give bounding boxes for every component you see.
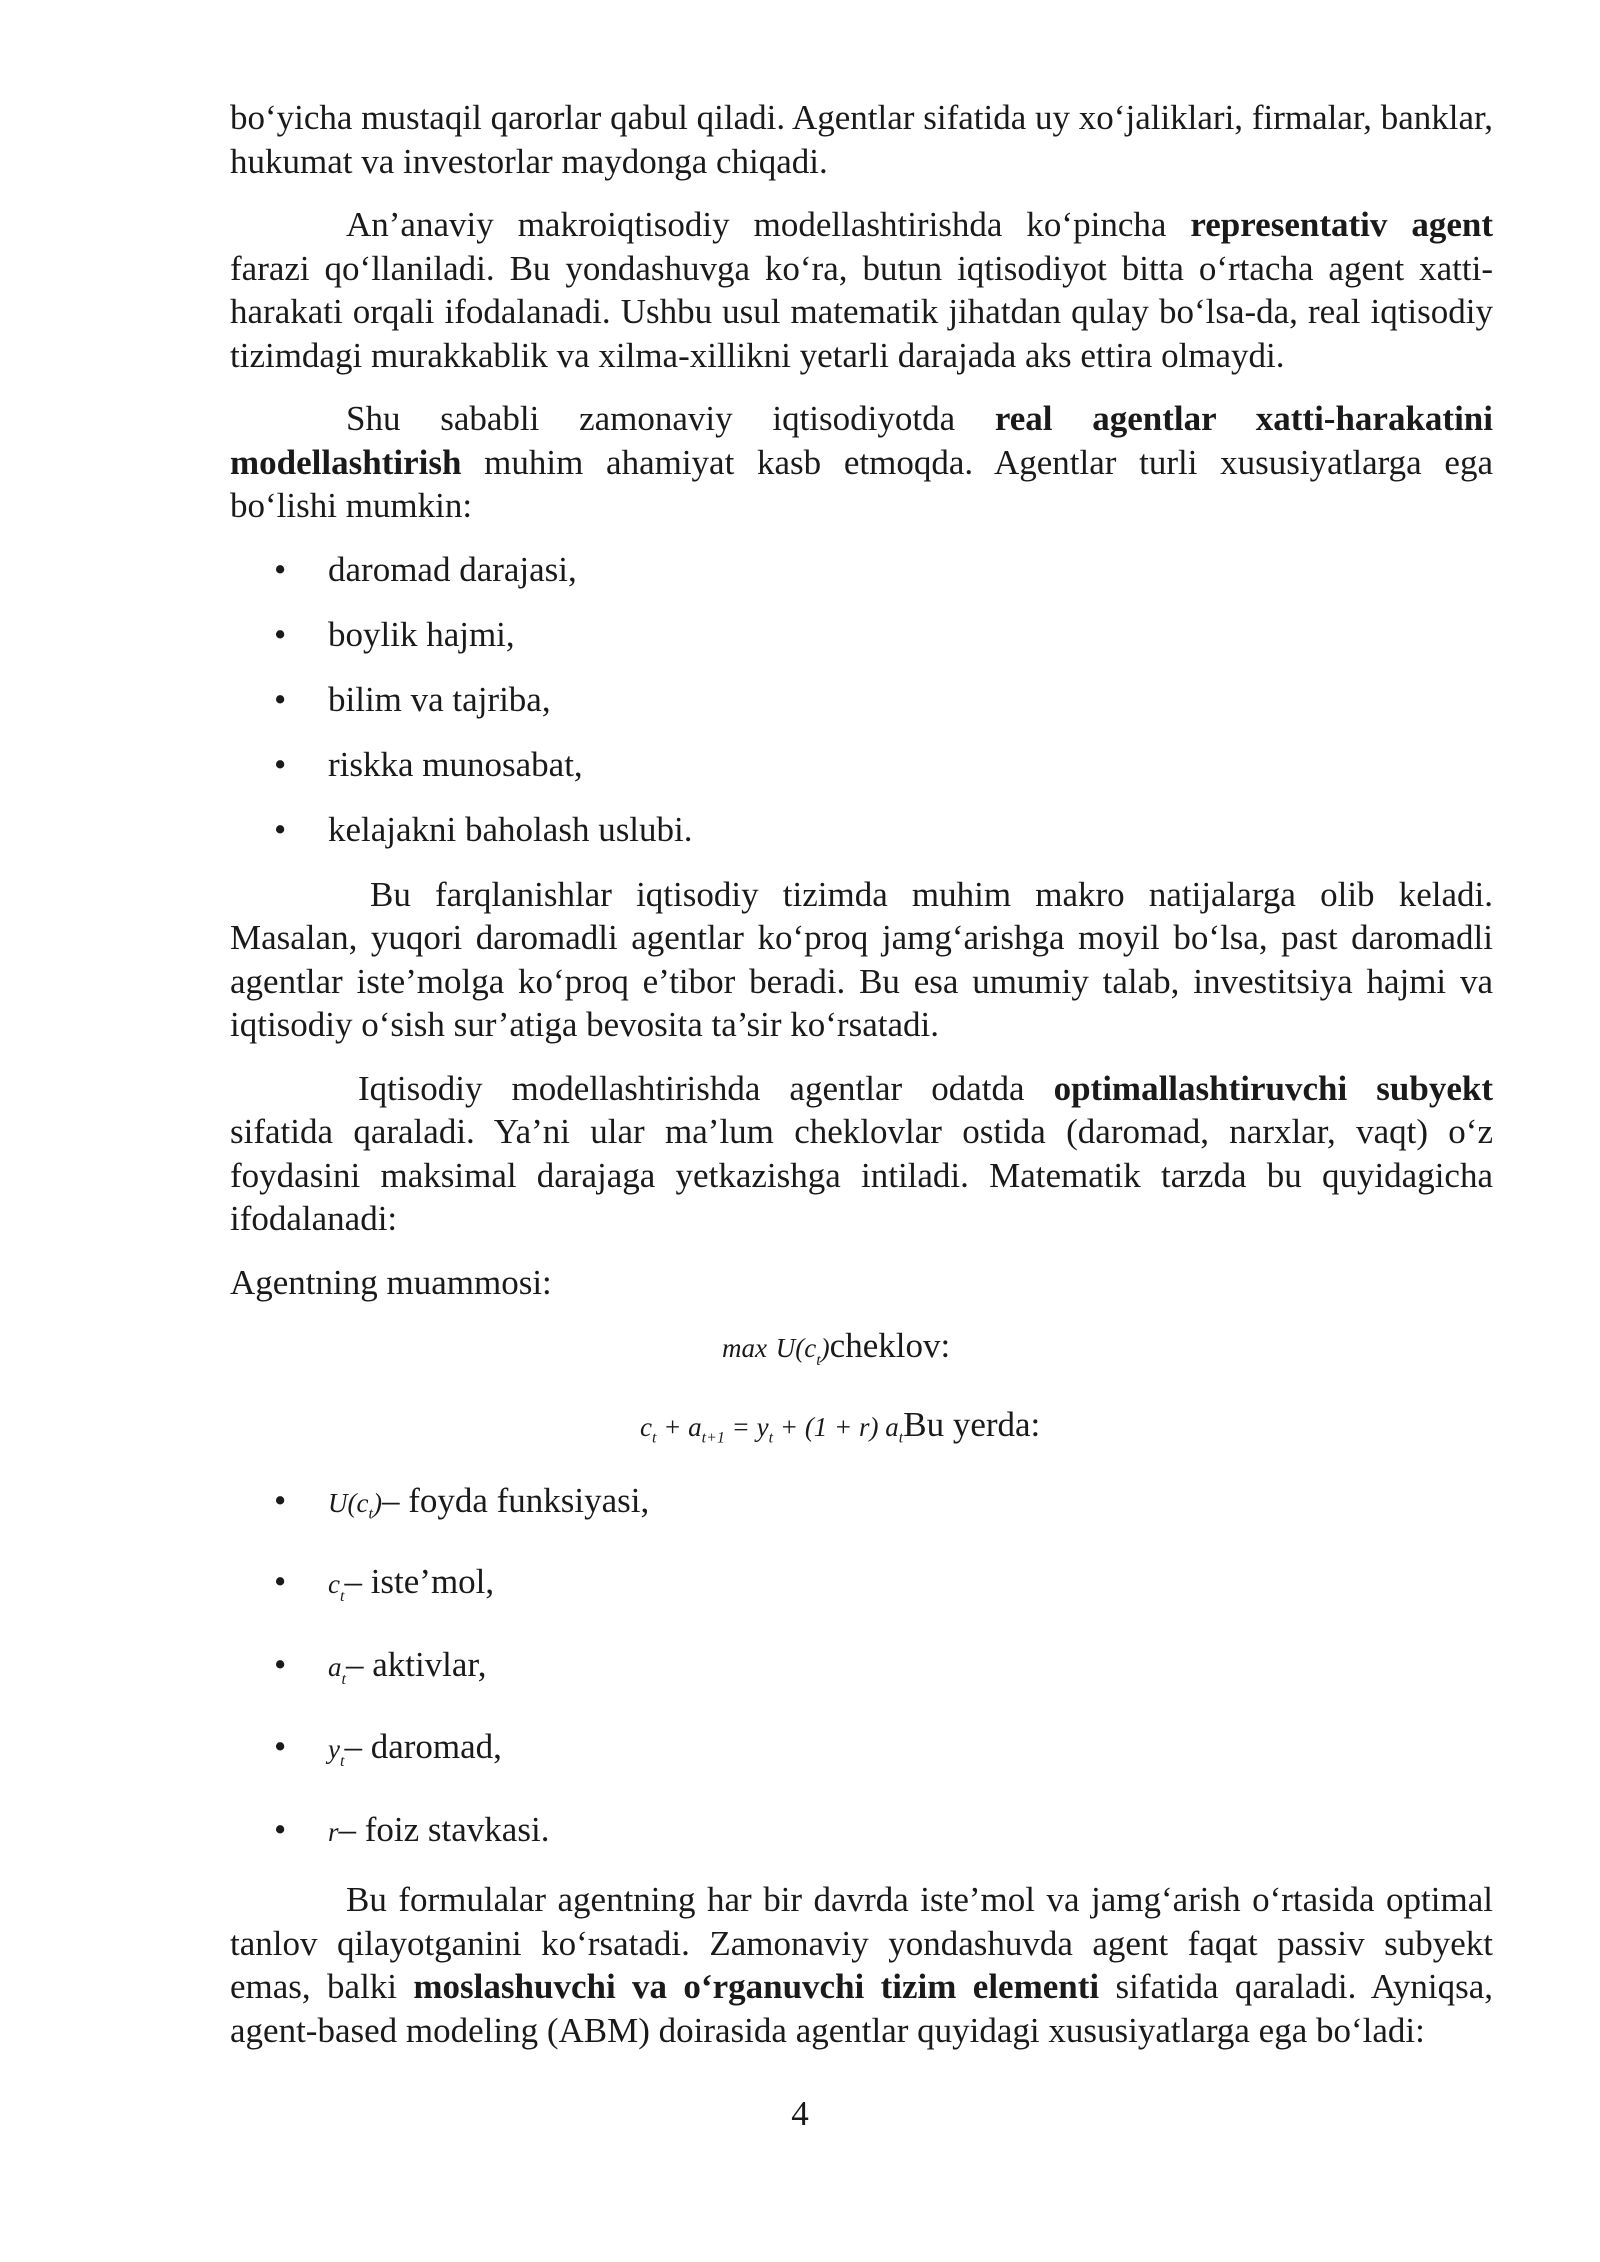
paragraph-2-text-a: An’anaviy makroiqtisodiy modellashtirishda ko‘pincha <box>346 205 1191 244</box>
list-item: • riskka munosabat, <box>230 743 1493 787</box>
paragraph-2 <box>230 203 1493 377</box>
page-number: 4 <box>791 2094 809 2133</box>
list-item: • daromad darajasi, <box>230 548 1493 592</box>
paragraph-3-text-a: Shu sababli zamonaviy iqtisodiyotda <box>346 399 995 438</box>
definition: – foiz stavkasi. <box>338 1809 550 1849</box>
objective-formula <box>230 1324 1493 1383</box>
paragraph-1: bo‘yicha mustaqil qarorlar qabul qiladi. Agentlar sifatida uy xo‘jaliklari, firmalar, banklar, hukumat va investorlar maydonga chiqadi. <box>230 98 1493 181</box>
definition: – aktivlar, <box>345 1644 487 1684</box>
list-item: • boylik hajmi, <box>230 613 1493 657</box>
agent-traits-list <box>230 548 1493 852</box>
paragraph-7-bold: moslashuvchi va o‘rganuvchi tizim elementi <box>413 1967 1100 2007</box>
list-item: • kelajakni baholash uslubi. <box>230 808 1493 852</box>
utility-symbol: U <box>775 1333 796 1363</box>
document-page <box>230 96 1493 2052</box>
paragraph-4: Bu farqlanishlar iqtisodiy tizimda muhim makro natijalarga olib keladi. Masalan, yuqori daromadli agentlar ko‘proq jamg‘arishga moyil bo‘lsa, past daromadli agentlar iste’molga ko‘proq e’tibor beradi. Bu esa umumiy talab, investitsiya hajmi va iqtisodiy o‘sish sur’atiga bevosita ta’sir ko‘rsatadi. <box>230 874 1493 1044</box>
paragraph-5-text-a: Iqtisodiy modellashtirishda agentlar odatda <box>358 1068 1054 1108</box>
paragraph-5 <box>230 1067 1493 1241</box>
list-item: • bilim va tajriba, <box>230 678 1493 722</box>
paragraph-5-bold: optimallashtiruvchi subyekt <box>1053 1068 1493 1108</box>
symbol: a <box>328 1651 342 1682</box>
paragraph-3-bold: real agentlar xatti-harakatini modellashtirish <box>230 399 1493 482</box>
paragraph-3-text-b: muhim ahamiyat kasb etmoqda. Agentlar turli xususiyatlarga ega bo‘lishi mumkin: <box>230 442 1493 525</box>
paren-close: ) <box>820 1333 830 1363</box>
definition: – daromad, <box>344 1727 502 1767</box>
symbol: y <box>328 1734 340 1765</box>
symbol-definitions-list <box>230 1479 1493 1854</box>
subscript: t <box>341 1670 346 1688</box>
paren-open: ( <box>795 1333 805 1363</box>
list-item <box>230 1560 1493 1619</box>
paragraph-3 <box>230 397 1493 528</box>
constraint-label: cheklov: <box>829 1326 951 1365</box>
problem-heading: Agentning muammosi: <box>230 1262 552 1302</box>
subscript: t <box>339 1753 345 1771</box>
paragraph-7-text-a: Bu formulalar agentning har bir davrda iste’mol va jamg‘arish o‘rtasida optimal tanlov qilayotganini ko‘rsatadi. Zamonaviy yondashuvda agent faqat passiv subyekt emas, balki <box>230 1880 1493 2007</box>
paragraph-7 <box>230 1878 1493 2052</box>
list-item <box>230 1725 1493 1784</box>
constraint-equation: $c_t + a_{t+1} = y_t + (1 + r)$ $a_t$ <box>640 1411 904 1446</box>
definition: – iste’mol, <box>344 1562 495 1602</box>
symbol: $U(c_t)$ <box>328 1488 382 1523</box>
paragraph-5-text-b: sifatida qaraladi. Ya’ni ular ma’lum cheklovlar ostida (daromad, narxlar, vaqt) o‘z foydasini maksimal darajaga yetkazishga intiladi. Matematik tarzda bu quyidagicha ifodalanadi: <box>230 1112 1493 1238</box>
paragraph-2-text-b: farazi qo‘llaniladi. Bu yondashuvga ko‘ra, butun iqtisodiyot bitta o‘rtacha agent xatti-harakati orqali ifodalanadi. Ushbu usul matematik jihatdan qulay bo‘lsa-da, real iqtisodiy tizimdagi murakkablik va xilma-xillikni yetarli darajada aks ettira olmaydi. <box>230 248 1493 375</box>
budget-constraint-formula <box>230 1403 1493 1460</box>
list-item <box>230 1643 1493 1702</box>
definition: – foyda funksiyasi, <box>381 1481 650 1521</box>
max-operator: max <box>722 1333 767 1363</box>
consumption-symbol: c <box>804 1333 817 1363</box>
symbol: c <box>328 1569 340 1600</box>
paragraph-7-text-b: sifatida qaraladi. Ayniqsa, agent-based modeling (ABM) doirasida agentlar quyidagi xususiyatlarga ega bo‘ladi: <box>230 1967 1493 2050</box>
list-item <box>230 1479 1493 1536</box>
where-label: Bu yerda: <box>903 1404 1041 1444</box>
time-subscript: t <box>816 1352 821 1369</box>
symbol: r <box>328 1816 339 1847</box>
list-item <box>230 1808 1493 1855</box>
paragraph-2-bold: representativ agent <box>1190 205 1494 244</box>
subscript: t <box>339 1588 345 1606</box>
